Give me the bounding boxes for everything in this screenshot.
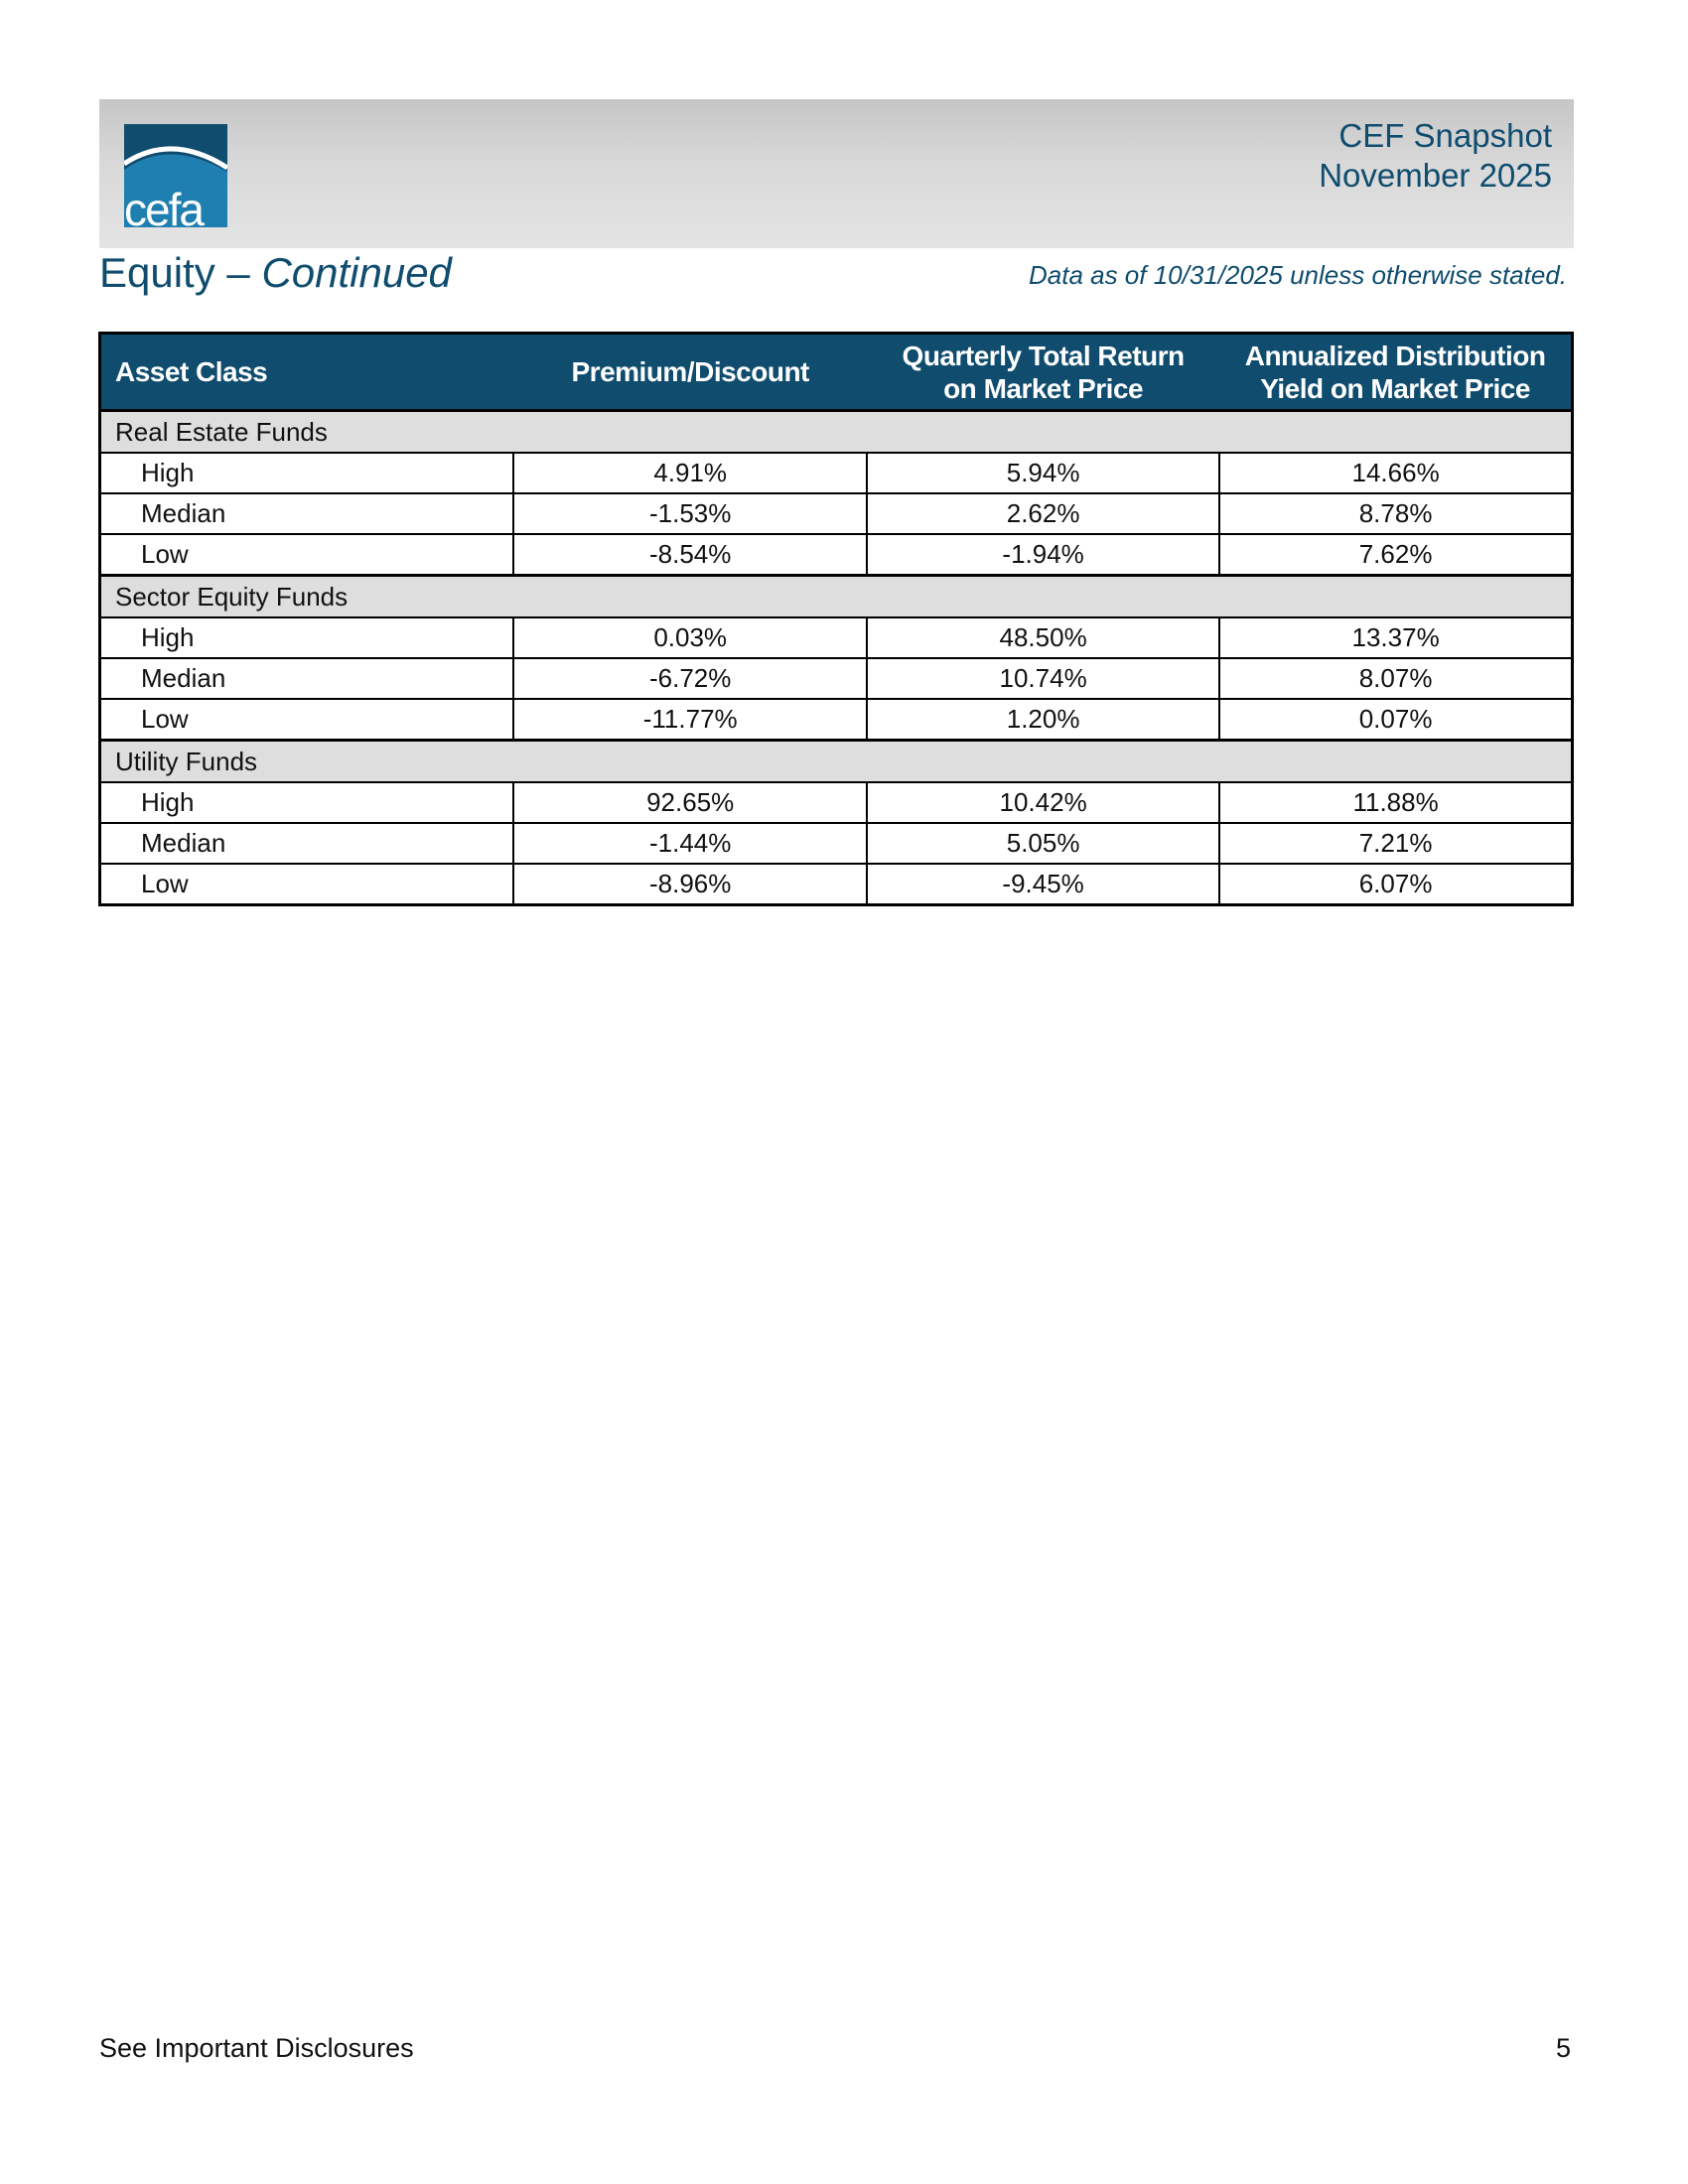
column-header-premium-discount: Premium/Discount — [513, 334, 867, 411]
row-label: Low — [100, 699, 514, 741]
quarterly-return-cell: 10.42% — [867, 782, 1219, 823]
table-row — [100, 823, 1573, 864]
distribution-yield-cell: 6.07% — [1219, 864, 1572, 905]
cefa-logo — [124, 124, 227, 227]
premium-discount-cell: 4.91% — [513, 453, 867, 493]
row-label: Median — [100, 658, 514, 699]
column-header-asset-class: Asset Class — [100, 334, 514, 411]
cefa-logo-icon — [124, 124, 227, 227]
row-label: Low — [100, 534, 514, 576]
group-row-real-estate — [100, 411, 1573, 454]
report-title: CEF Snapshot — [1338, 117, 1552, 154]
table-row — [100, 453, 1573, 493]
page-number: 5 — [1555, 2033, 1571, 2063]
row-label: Median — [100, 823, 514, 864]
row-label: High — [100, 782, 514, 823]
distribution-yield-cell: 8.78% — [1219, 493, 1572, 534]
quarterly-return-cell: 48.50% — [867, 617, 1219, 658]
distribution-yield-cell: 7.62% — [1219, 534, 1572, 576]
quarterly-return-cell: 5.05% — [867, 823, 1219, 864]
distribution-yield-cell: 14.66% — [1219, 453, 1572, 493]
section-title-main: Equity – — [99, 249, 262, 296]
quarterly-return-cell: 2.62% — [867, 493, 1219, 534]
table-row — [100, 782, 1573, 823]
distribution-yield-cell: 8.07% — [1219, 658, 1572, 699]
column-header-distribution-yield: Annualized Distribution Yield on Market Price — [1219, 334, 1572, 411]
group-label: Sector Equity Funds — [100, 576, 1573, 618]
quarterly-return-cell: -9.45% — [867, 864, 1219, 905]
row-label: Median — [100, 493, 514, 534]
row-label: High — [100, 617, 514, 658]
premium-discount-cell: -11.77% — [513, 699, 867, 741]
premium-discount-cell: 92.65% — [513, 782, 867, 823]
table-row — [100, 699, 1573, 741]
premium-discount-cell: -6.72% — [513, 658, 867, 699]
column-header-quarterly-total-return: Quarterly Total Return on Market Price — [867, 334, 1219, 411]
group-label: Real Estate Funds — [100, 411, 1573, 454]
quarterly-return-cell: 1.20% — [867, 699, 1219, 741]
distribution-yield-cell: 13.37% — [1219, 617, 1572, 658]
distribution-yield-cell: 11.88% — [1219, 782, 1572, 823]
quarterly-return-cell: 10.74% — [867, 658, 1219, 699]
table-row — [100, 617, 1573, 658]
row-label: Low — [100, 864, 514, 905]
distribution-yield-cell: 7.21% — [1219, 823, 1572, 864]
group-row-sector-equity — [100, 576, 1573, 618]
premium-discount-cell: -8.54% — [513, 534, 867, 576]
premium-discount-cell: -8.96% — [513, 864, 867, 905]
svg-text:cefa: cefa — [124, 184, 203, 227]
quarterly-return-cell: -1.94% — [867, 534, 1219, 576]
premium-discount-cell: -1.53% — [513, 493, 867, 534]
section-title-italic: Continued — [261, 249, 452, 296]
disclosures-note: See Important Disclosures — [99, 2033, 414, 2063]
group-row-utility — [100, 741, 1573, 783]
row-label: High — [100, 453, 514, 493]
table-row — [100, 534, 1573, 576]
table-row — [100, 864, 1573, 905]
report-date: November 2025 — [1319, 157, 1552, 194]
premium-discount-cell: -1.44% — [513, 823, 867, 864]
table-row — [100, 658, 1573, 699]
report-title-block — [1319, 116, 1552, 196]
table-row — [100, 493, 1573, 534]
quarterly-return-cell: 5.94% — [867, 453, 1219, 493]
header-band — [99, 99, 1574, 248]
table-header-row — [100, 334, 1573, 411]
equity-stats-table — [98, 332, 1574, 906]
premium-discount-cell: 0.03% — [513, 617, 867, 658]
section-title — [99, 248, 452, 298]
group-label: Utility Funds — [100, 741, 1573, 783]
data-as-of-note: Data as of 10/31/2025 unless otherwise stated. — [1028, 260, 1567, 290]
distribution-yield-cell: 0.07% — [1219, 699, 1572, 741]
